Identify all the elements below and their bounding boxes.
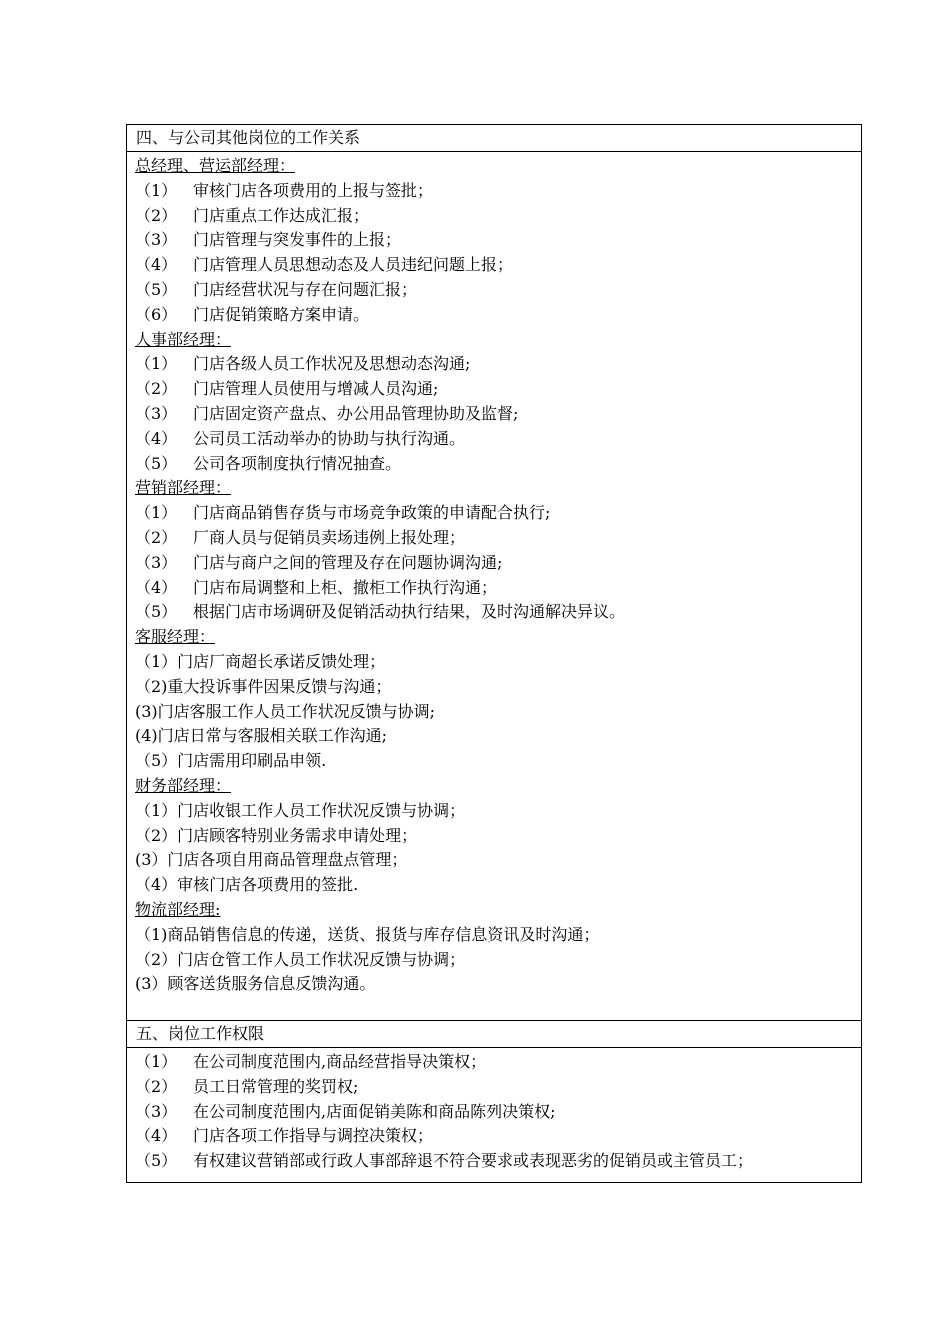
list-item: （1） 在公司制度范围内,商品经营指导决策权；	[135, 1052, 487, 1071]
section-5-body	[127, 1048, 861, 1182]
list-item: （3） 门店固定资产盘点、办公用品管理协助及监督;	[135, 403, 519, 423]
list-item: （5） 门店经营状况与存在问题汇报；	[135, 279, 418, 299]
list-item: （2）门店仓管工作人员工作状况反馈与协调；	[135, 949, 466, 969]
list-item: （1）门店厂商超长承诺反馈处理；	[135, 651, 386, 671]
list-item: (4)门店日常与客服相关联工作沟通;	[135, 726, 388, 746]
list-item: （2)重大投诉事件因果反馈与沟通；	[135, 676, 392, 696]
list-item: (3）顾客送货服务信息反馈沟通。	[135, 974, 376, 994]
list-item: （2） 厂商人员与促销员卖场违例上报处理；	[135, 527, 466, 547]
list-item: （4） 公司员工活动举办的协助与执行沟通。	[135, 428, 466, 448]
dept-heading-gm: 总经理、营运部经理：	[135, 156, 296, 175]
list-item: （3） 门店与商户之间的管理及存在问题协调沟通;	[135, 552, 503, 572]
list-item: （4） 门店布局调整和上柜、撤柜工作执行沟通；	[135, 577, 498, 597]
list-item: (3）门店各项自用商品管理盘点管理；	[135, 850, 408, 870]
list-item: （3） 门店管理与突发事件的上报；	[135, 230, 402, 250]
list-item: （1)商品销售信息的传递，送货、报货与库存信息资讯及时沟通；	[135, 924, 600, 944]
list-item: （2） 门店重点工作达成汇报；	[135, 205, 370, 225]
dept-heading-finance: 财务部经理：	[135, 775, 232, 795]
dept-heading-service: 客服经理：	[135, 627, 216, 647]
list-item: （4） 门店各项工作指导与调控决策权；	[135, 1126, 434, 1146]
dept-heading-logistics: 物流部经理:	[135, 899, 221, 919]
list-item: （4）审核门店各项费用的签批.	[135, 875, 359, 895]
list-item: (3)门店客服工作人员工作状况反馈与协调;	[135, 701, 436, 721]
list-item: （5） 有权建议营销部或行政人事部辞退不符合要求或表现恶劣的促销员或主管员工；	[135, 1151, 754, 1171]
list-item: （2） 员工日常管理的奖罚权;	[135, 1076, 359, 1096]
list-item: （1） 审核门店各项费用的上报与签批；	[135, 180, 434, 200]
list-item: （6） 门店促销策略方案申请。	[135, 304, 370, 324]
list-item: （1） 门店各级人员工作状况及思想动态沟通;	[135, 354, 471, 374]
list-item: （5） 根据门店市场调研及促销活动执行结果，及时沟通解决异议。	[135, 602, 626, 622]
list-item: （1） 门店商品销售存货与市场竞争政策的申请配合执行;	[135, 503, 551, 523]
dept-heading-hr: 人事部经理：	[135, 329, 232, 349]
section-5-title: 五、岗位工作权限	[127, 1021, 861, 1048]
section-4-body	[127, 152, 861, 1021]
list-item: （1）门店收银工作人员工作状况反馈与协调；	[135, 800, 466, 820]
list-item: （5） 公司各项制度执行情况抽查。	[135, 453, 402, 473]
section-4-title: 四、与公司其他岗位的工作关系	[127, 125, 861, 152]
list-item: （3） 在公司制度范围内,店面促销美陈和商品陈列决策权;	[135, 1101, 556, 1121]
list-item: （4） 门店管理人员思想动态及人员违纪问题上报；	[135, 255, 514, 275]
list-item: （2） 门店管理人员使用与增减人员沟通;	[135, 379, 439, 399]
document-table	[126, 124, 862, 1183]
dept-heading-marketing: 营销部经理：	[135, 478, 232, 498]
list-item: （2）门店顾客特别业务需求申请处理；	[135, 825, 418, 845]
list-item: （5）门店需用印刷品申领.	[135, 751, 327, 771]
